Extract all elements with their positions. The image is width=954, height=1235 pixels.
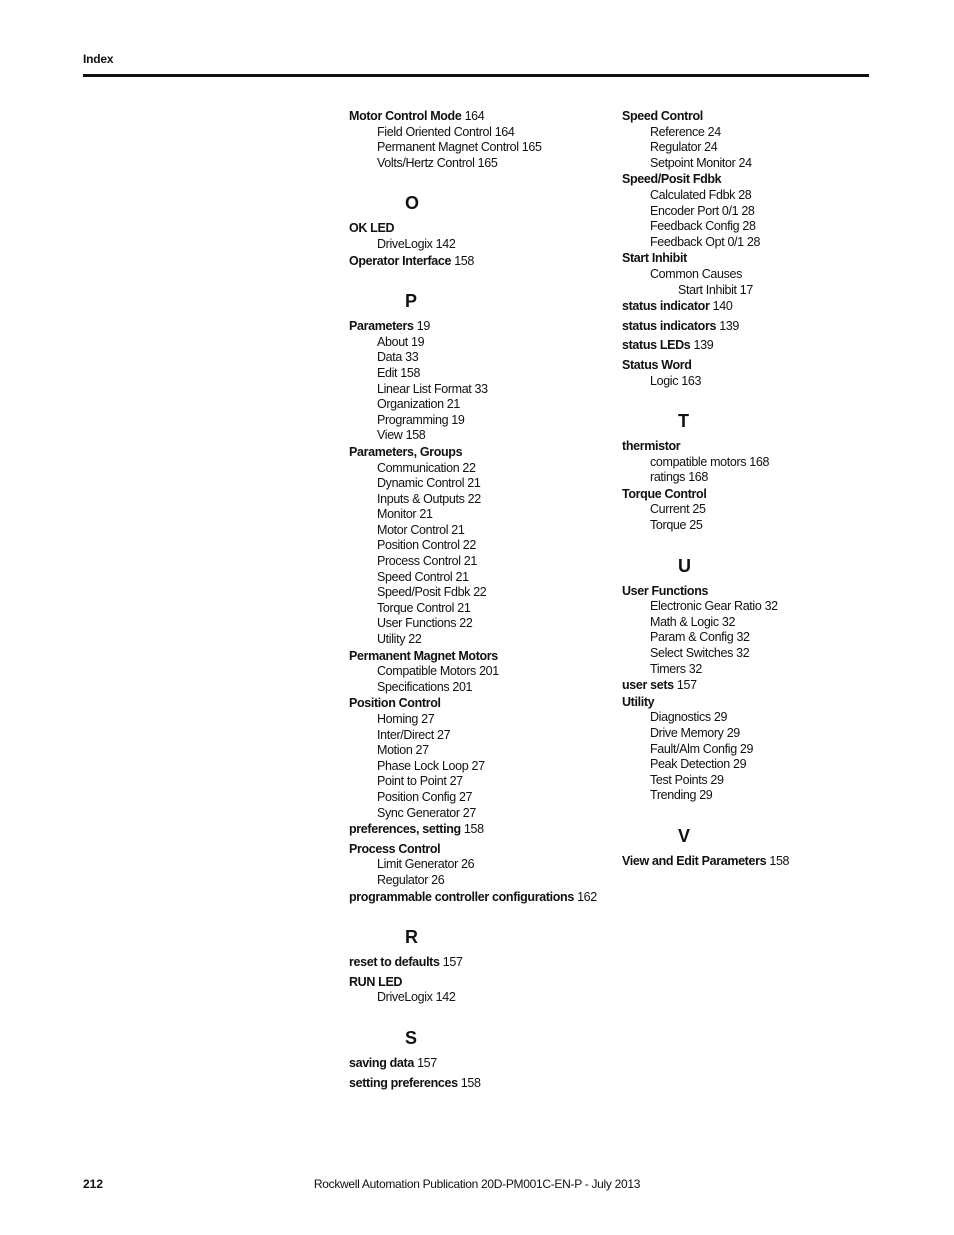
index-entry-heading: [349, 220, 599, 237]
index-subentry: About 19: [377, 334, 425, 349]
index-page-ref: 162: [577, 889, 597, 904]
index-subentry: Communication 22: [377, 460, 476, 475]
index-subentry: Motor Control 21: [377, 522, 465, 537]
index-page-ref: 158: [769, 853, 790, 868]
index-page-ref: 157: [676, 678, 697, 693]
index-entry-heading: [622, 318, 872, 335]
index-term: Utility: [622, 694, 655, 709]
index-entry-heading: [349, 695, 599, 712]
index-term: programmable controller configurations: [349, 889, 574, 904]
index-subentry: Peak Detection 29: [650, 757, 747, 772]
index-term: RUN LED: [349, 974, 403, 989]
index-subentry: Volts/Hertz Control 165: [377, 155, 498, 170]
index-section-letter: S: [405, 1027, 417, 1048]
index-entry: [349, 889, 599, 906]
index-entry-heading: [622, 583, 872, 600]
index-term: Operator Interface: [349, 253, 452, 268]
index-subentry: Encoder Port 0/1 28: [650, 203, 755, 218]
index-entry-heading: [622, 486, 872, 503]
index-entry: [622, 853, 872, 870]
index-subentry: Setpoint Monitor 24: [650, 155, 752, 170]
index-subentry: Monitor 21: [377, 507, 433, 522]
index-entry-heading: [349, 889, 599, 906]
index-subentry: Inter/Direct 27: [377, 727, 451, 742]
index-entry: [622, 250, 872, 298]
running-header: Index: [83, 52, 114, 66]
index-subentry: Reference 24: [650, 124, 721, 139]
index-entry-heading: [349, 444, 599, 461]
index-entry: [349, 974, 599, 1006]
index-entry: [622, 108, 872, 171]
index-entry: [622, 337, 872, 354]
index-entry-heading: [349, 954, 599, 971]
index-entry-heading: [349, 108, 599, 125]
index-subentry: Phase Lock Loop 27: [377, 758, 485, 773]
publication-info: Rockwell Automation Publication 20D-PM001C-EN-P - July 2013: [313, 1177, 641, 1191]
index-entry: [349, 318, 599, 444]
index-subentry: Test Points 29: [650, 772, 724, 787]
index-entry-heading: [622, 298, 872, 315]
index-entry-heading: [622, 250, 872, 267]
index-term: Speed/Posit Fdbk: [622, 172, 722, 187]
index-subentry: Regulator 24: [650, 140, 718, 155]
index-subentry: Trending 29: [650, 788, 713, 803]
index-entry: [622, 438, 872, 486]
index-entry: [349, 444, 599, 648]
index-page-ref: 19: [416, 319, 430, 334]
index-subentry: Calculated Fdbk 28: [650, 187, 752, 202]
index-term: OK LED: [349, 221, 395, 236]
index-entry: [349, 108, 599, 171]
index-entry-heading: [622, 108, 872, 125]
index-term: setting preferences: [349, 1075, 458, 1090]
index-subentry: Programming 19: [377, 412, 465, 427]
index-subentry: Utility 22: [377, 632, 422, 647]
index-term: reset to defaults: [349, 955, 440, 970]
index-page-ref: 157: [417, 1055, 437, 1070]
index-term: Start Inhibit: [622, 251, 687, 266]
index-subentry: User Functions 22: [377, 616, 473, 631]
index-entry-heading: [349, 841, 599, 858]
index-term: Parameters, Groups: [349, 444, 463, 459]
index-page-ref: 158: [454, 253, 475, 268]
index-subentry: Select Switches 32: [650, 646, 750, 661]
index-entry: [349, 648, 599, 696]
index-subentry: Permanent Magnet Control 165: [377, 140, 542, 155]
index-entry-heading: [622, 438, 872, 455]
index-term: Status Word: [622, 357, 692, 372]
index-subentry: Process Control 21: [377, 554, 477, 569]
index-term: Motor Control Mode: [349, 109, 462, 123]
index-subentry: Param & Config 32: [650, 630, 750, 645]
index-subentry: Field Oriented Control 164: [377, 124, 515, 139]
index-entry: [622, 318, 872, 335]
index-entry-heading: [349, 648, 599, 665]
index-entry-heading: [622, 337, 872, 354]
index-entry-heading: [622, 694, 872, 711]
index-entry: [622, 486, 872, 534]
index-entry: [349, 841, 599, 889]
index-subentry: Limit Generator 26: [377, 857, 475, 872]
index-entry: [349, 695, 599, 821]
index-subentry: Logic 163: [650, 373, 702, 388]
index-section-letter: O: [405, 193, 419, 214]
index-subentry: Diagnostics 29: [650, 710, 728, 725]
index-subentry: Organization 21: [377, 397, 461, 412]
index-entry: [349, 1075, 599, 1092]
index-term: View and Edit Parameters: [622, 853, 767, 868]
index-entry: [622, 171, 872, 250]
index-entry-heading: [349, 821, 599, 838]
index-entry: [622, 298, 872, 315]
index-subsubentry: Start Inhibit 17: [678, 282, 754, 297]
index-term: thermistor: [622, 439, 681, 454]
index-term: status indicator: [622, 299, 710, 314]
index-subentry: Motion 27: [377, 743, 429, 758]
index-page-ref: 139: [693, 338, 714, 353]
index-entry: [349, 821, 599, 838]
index-entry: [349, 253, 599, 270]
page-number: 212: [83, 1177, 104, 1191]
index-term: status LEDs: [622, 338, 691, 353]
index-section-letter: U: [678, 555, 691, 576]
index-subentry: Electronic Gear Ratio 32: [650, 599, 778, 614]
index-section-letter: T: [678, 411, 689, 432]
index-term: User Functions: [622, 583, 709, 598]
index-page-ref: 158: [460, 1075, 481, 1090]
index-term: Process Control: [349, 841, 441, 856]
index-term: Position Control: [349, 696, 441, 711]
index-entry: [349, 1055, 599, 1072]
index-subentry: Edit 158: [377, 365, 421, 380]
index-entry-heading: [349, 1075, 599, 1092]
index-subentry: Dynamic Control 21: [377, 476, 481, 491]
index-subentry: Position Config 27: [377, 789, 473, 804]
index-subentry: Common Causes: [650, 266, 743, 281]
index-entry: [349, 954, 599, 971]
index-subentry: View 158: [377, 428, 426, 443]
index-entry: [349, 220, 599, 252]
index-entry: [622, 694, 872, 804]
index-subentry: Linear List Format 33: [377, 381, 488, 396]
index-subentry: Drive Memory 29: [650, 726, 740, 740]
index-term: preferences, setting: [349, 822, 461, 837]
index-entry-heading: [622, 677, 872, 694]
index-section-letter: R: [405, 927, 418, 948]
index-page-ref: 164: [464, 109, 485, 123]
index-term: saving data: [349, 1055, 414, 1070]
index-subentry: Homing 27: [377, 712, 435, 726]
index-subentry: Compatible Motors 201: [377, 664, 499, 679]
index-entry-heading: [622, 853, 872, 870]
index-term: Parameters: [349, 319, 414, 334]
index-subentry: Sync Generator 27: [377, 805, 476, 820]
index-term: status indicators: [622, 318, 717, 333]
index-entry: [622, 357, 872, 389]
index-entry-heading: [622, 171, 872, 188]
index-subentry: Math & Logic 32: [650, 614, 736, 629]
index-entry-heading: [349, 318, 599, 335]
index-subentry: Feedback Config 28: [650, 219, 756, 234]
index-entry: [622, 583, 872, 678]
index-page-ref: 158: [463, 822, 484, 837]
index-subentry: Feedback Opt 0/1 28: [650, 234, 761, 249]
index-subentry: Current 25: [650, 502, 706, 517]
index-page-ref: 157: [442, 955, 463, 970]
index-term: Speed Control: [622, 109, 703, 123]
index-subentry: Point to Point 27: [377, 774, 463, 789]
index-subentry: Torque Control 21: [377, 600, 471, 615]
index-subentry: Speed/Posit Fdbk 22: [377, 585, 487, 600]
index-subentry: Inputs & Outputs 22: [377, 491, 481, 506]
index-section-letter: V: [678, 825, 690, 846]
header-rule: [83, 74, 869, 77]
index-subentry: Position Control 22: [377, 538, 476, 553]
index-subentry: compatible motors 168: [650, 454, 770, 469]
index-subentry: Fault/Alm Config 29: [650, 741, 754, 756]
index-subentry: Speed Control 21: [377, 569, 469, 584]
index-subentry: Regulator 26: [377, 872, 445, 887]
index-column-left: [349, 108, 599, 1091]
index-subentry: DriveLogix 142: [377, 990, 456, 1005]
index-subentry: ratings 168: [650, 470, 708, 485]
index-page-ref: 140: [712, 299, 733, 314]
index-entry-heading: [349, 974, 599, 991]
index-entry: [622, 677, 872, 694]
index-term: user sets: [622, 678, 674, 693]
index-entry-heading: [622, 357, 872, 374]
index-term: Torque Control: [622, 486, 707, 501]
index-subentry: Data 33: [377, 350, 419, 365]
index-entry-heading: [349, 253, 599, 270]
index-section-letter: P: [405, 291, 417, 312]
index-entry-heading: [349, 1055, 599, 1072]
index-subentry: DriveLogix 142: [377, 236, 456, 251]
index-column-right: [622, 108, 872, 870]
index-subentry: Torque 25: [650, 518, 703, 533]
index-subentry: Timers 32: [650, 661, 702, 676]
index-term: Permanent Magnet Motors: [349, 648, 498, 663]
index-subentry: Specifications 201: [377, 679, 473, 694]
index-page-ref: 139: [719, 318, 740, 333]
